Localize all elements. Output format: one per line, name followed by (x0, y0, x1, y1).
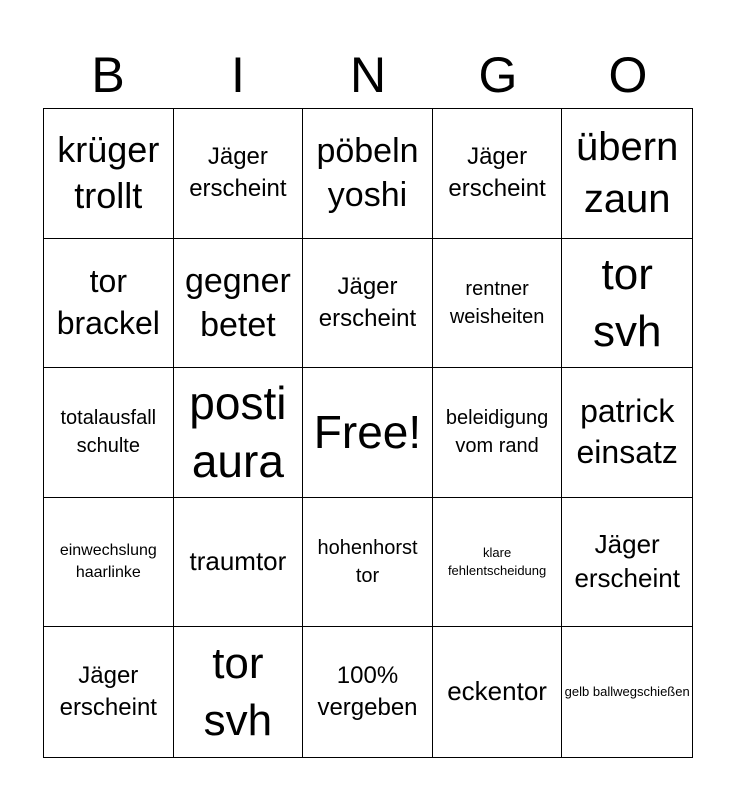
bingo-cell[interactable] (303, 368, 433, 498)
bingo-cell-text: Free! (313, 405, 422, 458)
bingo-cell-text: tor brackel (56, 263, 160, 341)
bingo-cell-text: patrick einsatz (576, 392, 678, 471)
header-letter-b: B (91, 47, 125, 103)
bingo-cell[interactable] (562, 498, 692, 628)
bingo-cell-text: totalausfall schulte (60, 407, 157, 458)
bingo-cell-text: klare fehlentscheidung (447, 544, 547, 579)
bingo-cell[interactable] (433, 627, 563, 757)
bingo-cell-text: Jäger erscheint (59, 661, 157, 722)
bingo-cell[interactable] (303, 109, 433, 239)
bingo-cell-text: Jäger erscheint (318, 272, 417, 332)
bingo-cell[interactable] (303, 239, 433, 369)
bingo-cell[interactable] (174, 627, 304, 757)
bingo-cell-text: rentner weisheiten (449, 277, 545, 328)
header-letter-n: N (349, 47, 387, 103)
bingo-cell[interactable] (562, 239, 692, 369)
bingo-cell[interactable] (44, 368, 174, 498)
bingo-cell-text: tor svh (592, 249, 662, 356)
bingo-cell-text: krüger trollt (57, 128, 160, 217)
bingo-cell[interactable] (562, 627, 692, 757)
bingo-cell[interactable] (433, 498, 563, 628)
bingo-cell[interactable] (44, 498, 174, 628)
bingo-cell[interactable] (44, 627, 174, 757)
bingo-cell-text: hohenhorst tor (317, 537, 418, 588)
header-letter-i: I (231, 47, 245, 103)
bingo-cell-text: eckentor (447, 676, 547, 707)
bingo-cell[interactable] (174, 498, 304, 628)
bingo-cell[interactable] (562, 368, 692, 498)
bingo-cell-text: 100% vergeben (317, 661, 418, 722)
bingo-cell-text: gegner betet (184, 261, 291, 344)
bingo-cell[interactable] (562, 109, 692, 239)
bingo-cell-text: gelb ballwegschießen (564, 684, 690, 700)
bingo-cell-text: tor svh (203, 639, 273, 746)
bingo-cell[interactable] (44, 239, 174, 369)
bingo-cell-text: einwechslung haarlinke (59, 541, 157, 582)
bingo-cell[interactable] (174, 239, 304, 369)
header-letter-o: O (608, 47, 648, 103)
bingo-cell[interactable] (174, 368, 304, 498)
bingo-cell-text: Jäger erscheint (189, 142, 287, 203)
bingo-cell[interactable] (174, 109, 304, 239)
bingo-board (43, 108, 693, 758)
bingo-cell[interactable] (303, 627, 433, 757)
bingo-cell-text: Jäger erscheint (448, 142, 546, 203)
bingo-cell-text: traumtor (189, 546, 287, 577)
bingo-cell-text: pöbeln yoshi (316, 132, 419, 215)
bingo-cell[interactable] (44, 109, 174, 239)
bingo-cell-text: Jäger erscheint (574, 529, 680, 594)
bingo-cell[interactable] (433, 239, 563, 369)
bingo-cell[interactable] (433, 109, 563, 239)
bingo-cell-text: posti aura (189, 376, 287, 488)
bingo-cell-text: beleidigung vom rand (445, 407, 549, 458)
header-letter-g: G (478, 47, 518, 103)
bingo-cell-text: übern zaun (576, 125, 679, 222)
bingo-cell[interactable] (433, 368, 563, 498)
bingo-header (43, 44, 693, 106)
bingo-cell[interactable] (303, 498, 433, 628)
